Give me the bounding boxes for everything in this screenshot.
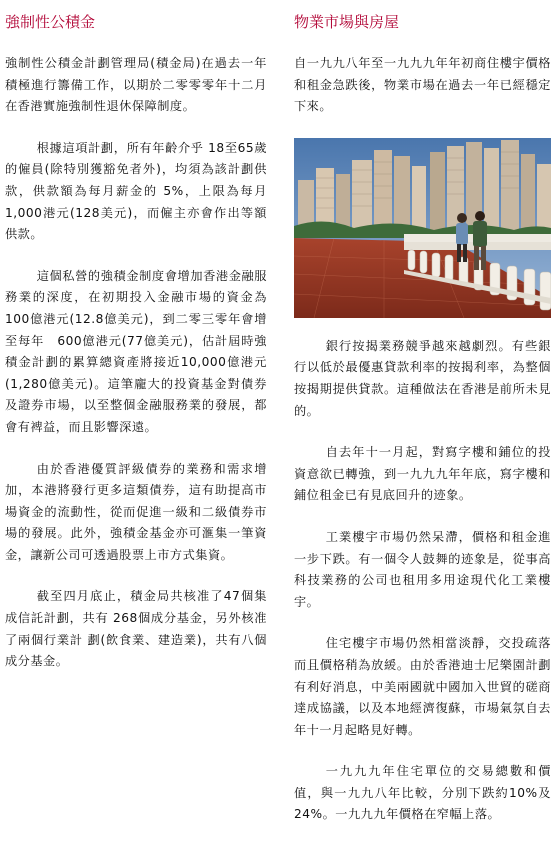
property-intro-paragraph: 自一九九八年至一九九九年年初商住樓宇價格和租金急跌後，物業市場在過去一年已經穩定下來。 bbox=[294, 56, 551, 114]
left-column bbox=[5, 0, 267, 693]
mpf-paragraph-5: 截至四月底止，積金局共核准了47個集成信託計劃，共有 268個成分基金，另外核准了兩個行業計 劃(飲食業、建造業)，共有八個成分基金。 bbox=[5, 589, 267, 669]
mpf-paragraph-4: 由於香港優質評級債券的業務和需求增加，本港將發行更多這類債券，這有助提高市場資金的流動性，從而促進一級和二級債券市場的發展。此外，強積金基金亦可滙集一筆資金，讓新公司可透過股票上市方式集資。 bbox=[5, 461, 267, 562]
property-paragraph-3: 工業樓宇市場仍然呆滯，價格和租金進一步下跌。有一個令人鼓舞的迹象是，從事高科技業務的公司也租用多用途現代化工業樓宇。 bbox=[294, 529, 551, 609]
property-paragraph-1: 銀行按揭業務競爭越來越劇烈。有些銀行以低於最優惠貸款利率的按揭利率，為整個按揭期提供貸款。這種做法在香港是前所未見的。 bbox=[294, 338, 551, 418]
section-heading-mpf: 強制性公積金 bbox=[5, 13, 96, 31]
property-photo bbox=[294, 138, 551, 318]
property-paragraph-4: 住宅樓宇市場仍然相當淡靜，交投疏落而且價格稍為放緩。由於香港迪士尼樂園計劃有利好消息，中美兩國就中國加入世貿的磋商達成協議，以及本地經濟復蘇，市場氣氛自去年十一月起略見好轉。 bbox=[294, 636, 551, 737]
mpf-paragraph-3: 這個私營的強積金制度會增加香港金融服務業的深度，在初期投入金融市場的資金為100億港元(12.8億美元)，到二零三零年會增至每年 600億港元(77億美元)，估計屆時強積金計劃的累算總資產將接近10,000億港元(1,280億美元)。這筆龐大的投資基金對債券及證券市場，以至整個金融服務業的發展，都會有裨益，而且影響深遠。 bbox=[5, 268, 267, 434]
property-paragraph-2: 自去年十一月起，對寫字樓和鋪位的投資意欲已轉強，到一九九九年年底，寫字樓和鋪位租金已有見底回升的迹象。 bbox=[294, 445, 551, 503]
mpf-paragraph-2: 根據這項計劃，所有年齡介乎 18至65歲的僱員(除特別獲豁免者外)，均須為該計劃供款，供款額為每月薪金的 5%，上限為每月1,000港元(128美元)，而僱主亦會作出等額供款。 bbox=[5, 140, 267, 242]
mpf-paragraph-1: 強制性公積金計劃管理局(積金局)在過去一年積極進行籌備工作，以期於二零零零年十二月在香港實施強制性退休保障制度。 bbox=[5, 56, 267, 114]
section-heading-property: 物業市場與房屋 bbox=[294, 13, 400, 31]
right-column bbox=[294, 0, 551, 846]
property-paragraph-5: 一九九九年住宅單位的交易總數和價值，與一九九八年比較，分別下跌約10%及24%。一九九九年價格在窄幅上落。 bbox=[294, 764, 551, 822]
